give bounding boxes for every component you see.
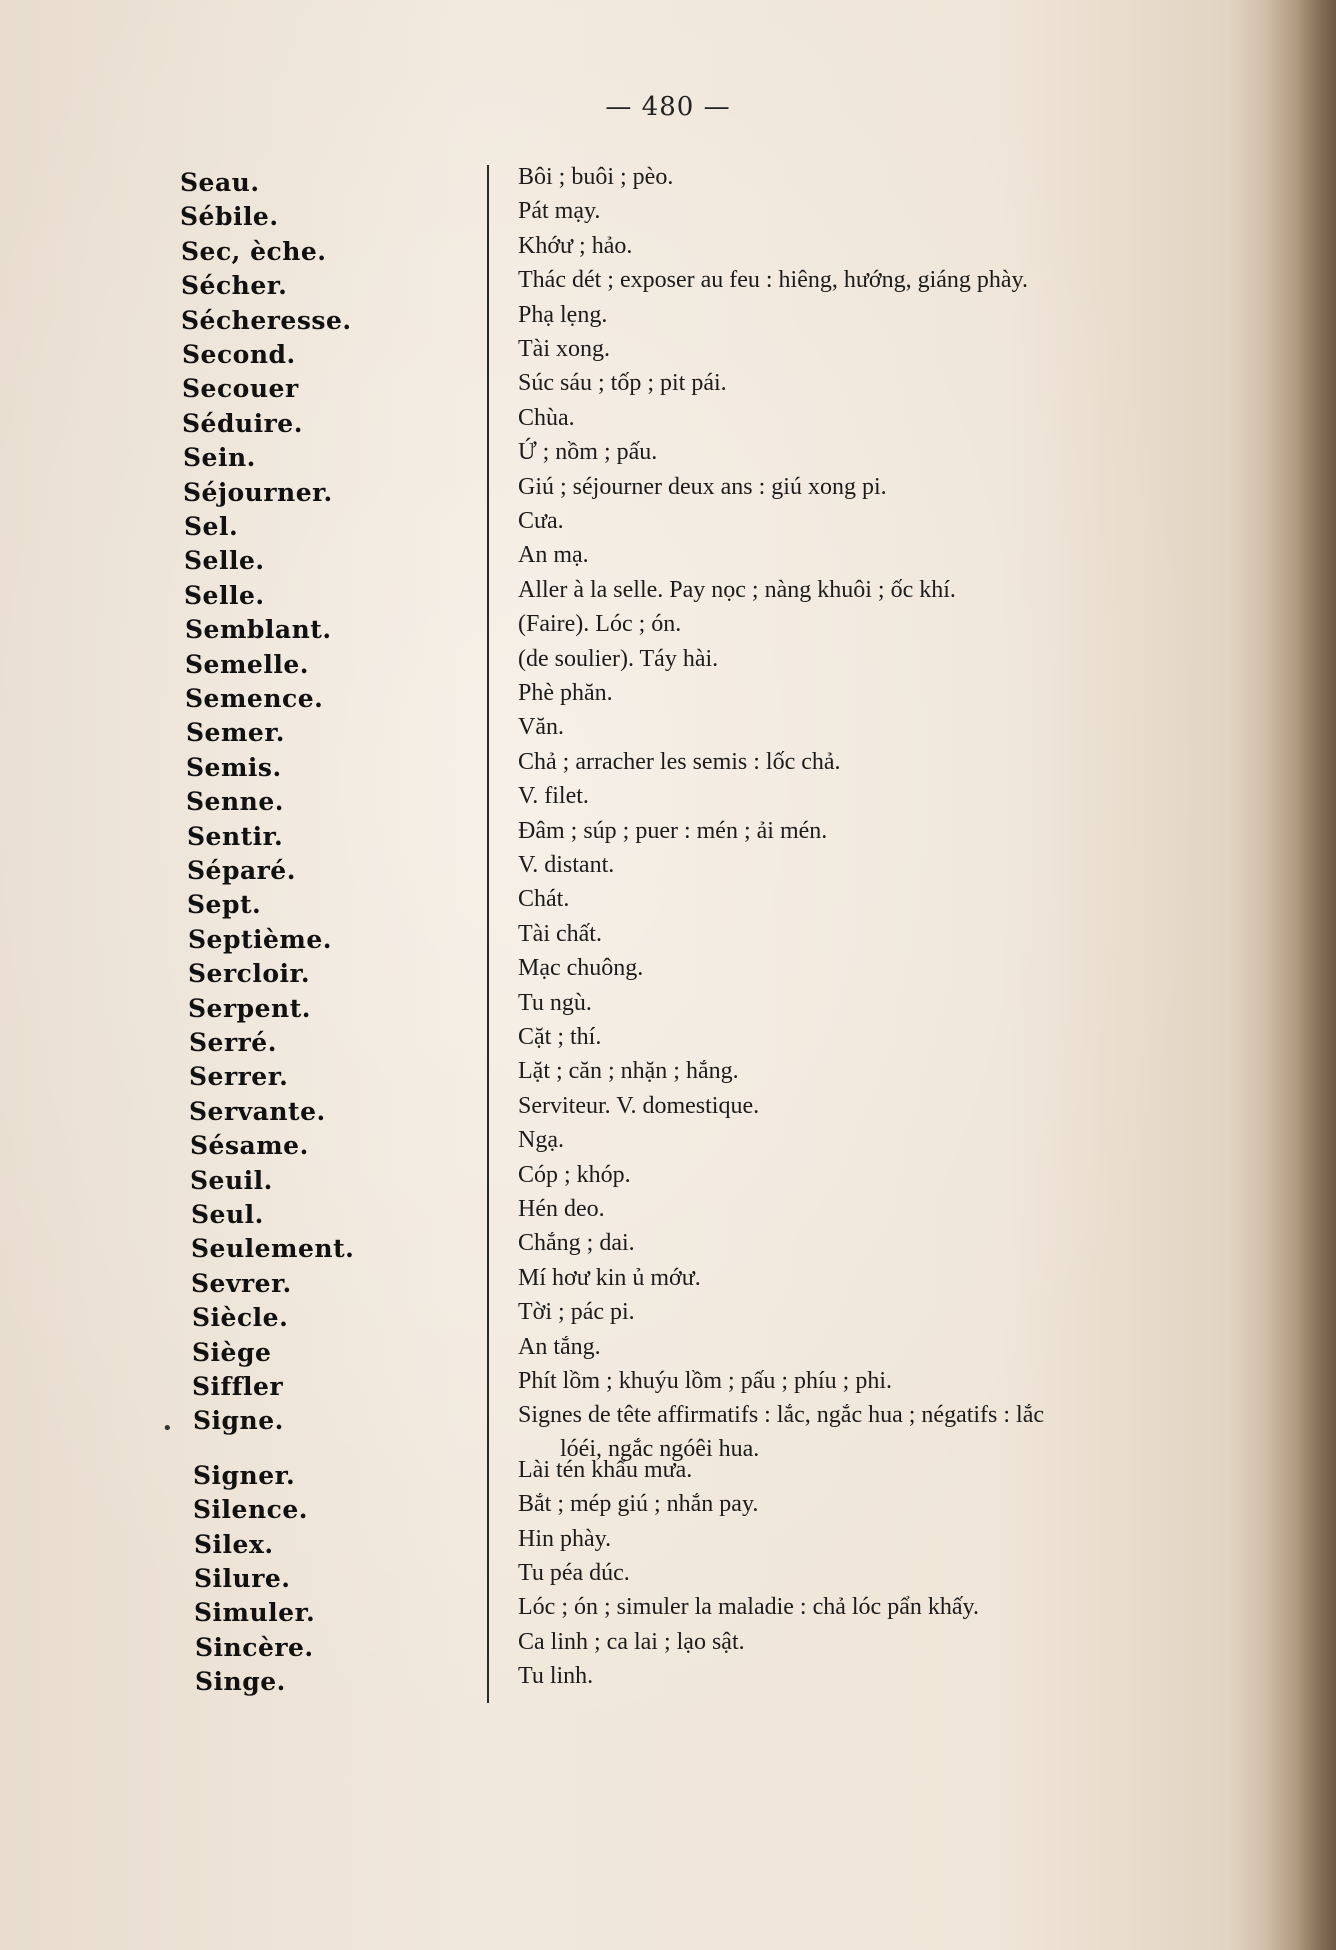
entry-headword: Sec, èche. xyxy=(181,237,327,266)
entry-headword: Signer. xyxy=(193,1461,296,1490)
entry-headword: Senne. xyxy=(186,787,284,816)
entry-headword: Sercloir. xyxy=(188,959,311,988)
entry-definition: An mạ. xyxy=(518,542,589,568)
entry-definition: Chùa. xyxy=(518,405,575,431)
entry-headword: Semblant. xyxy=(185,615,332,644)
entry-definition: Cặt ; thí. xyxy=(518,1024,602,1050)
entry-headword: Sept. xyxy=(187,890,262,919)
entry-headword: Sentir. xyxy=(187,822,284,851)
entry-definition: Phít lồm ; khuýu lồm ; pấu ; phíu ; phi. xyxy=(518,1368,893,1394)
entry-headword: Sincère. xyxy=(195,1633,314,1662)
entry-headword: Silence. xyxy=(193,1495,308,1524)
entry-definition: Chắng ; dai. xyxy=(518,1230,635,1256)
entry-headword: Simuler. xyxy=(194,1598,316,1627)
entry-headword: Sésame. xyxy=(190,1131,309,1160)
entry-headword: Semence. xyxy=(185,684,324,713)
entry-headword: Semelle. xyxy=(185,650,309,679)
entry-definition: Tời ; pác pi. xyxy=(518,1299,635,1325)
entry-definition: Lài tén khẩu mưa. xyxy=(518,1457,693,1483)
entry-definition: Văn. xyxy=(518,714,564,740)
entry-definition: Giú ; séjourner deux ans : giú xong pi. xyxy=(518,474,887,500)
entry-definition: Serviteur. V. domestique. xyxy=(518,1093,760,1119)
entry-definition: Tu linh. xyxy=(518,1663,594,1689)
entry-definition: Khớư ; hảo. xyxy=(518,233,633,259)
entry-headword: Sevrer. xyxy=(191,1269,292,1298)
entry-definition: (de soulier). Táy hài. xyxy=(518,646,719,672)
entry-definition: Bắt ; mép giú ; nhắn pay. xyxy=(518,1491,759,1517)
entry-headword: Semis. xyxy=(186,753,282,782)
entry-definition: An tắng. xyxy=(518,1334,601,1360)
entry-definition: Cưa. xyxy=(518,508,564,534)
entry-definition: Signes de tête affirmatifs : lắc, ngắc hua ; négatifs : lắc xyxy=(518,1402,1045,1428)
margin-mark: • xyxy=(162,1418,173,1439)
entry-definition: Tài xong. xyxy=(518,336,610,362)
entry-definition-continuation: lóéi, ngắc ngóêi hua. xyxy=(560,1436,760,1462)
entry-headword: Siècle. xyxy=(192,1303,289,1332)
entry-headword: Semer. xyxy=(186,718,285,747)
entry-headword: Sécher. xyxy=(181,271,288,300)
entry-headword: Secouer xyxy=(182,374,299,403)
entry-headword: Servante. xyxy=(189,1097,326,1126)
entry-definition: Tài chất. xyxy=(518,921,602,947)
entry-headword: Selle. xyxy=(184,546,265,575)
entry-headword: Sébile. xyxy=(180,202,279,231)
entry-definition: Phè phăn. xyxy=(518,680,613,706)
entry-headword: Serré. xyxy=(189,1028,277,1057)
entry-headword: Séduire. xyxy=(182,409,303,438)
entry-headword: Seulement. xyxy=(191,1234,355,1263)
entry-headword: Selle. xyxy=(184,581,265,610)
entry-definition: Chát. xyxy=(518,886,570,912)
entry-headword: Serpent. xyxy=(188,994,311,1023)
entry-headword: Singe. xyxy=(195,1667,286,1696)
entry-definition: Tu péa dúc. xyxy=(518,1560,630,1586)
entry-headword: Seuil. xyxy=(190,1166,273,1195)
entry-headword: Second. xyxy=(182,340,296,369)
entry-definition: Ứ ; nồm ; pấu. xyxy=(518,439,658,465)
entry-headword: Silex. xyxy=(194,1530,274,1559)
entry-definition: Thác dét ; exposer au feu : hiêng, hướng, giáng phày. xyxy=(518,267,1028,293)
entry-headword: Seau. xyxy=(180,168,260,197)
entry-headword: Silure. xyxy=(194,1564,291,1593)
entry-headword: Siège xyxy=(192,1338,272,1367)
entry-headword: Séjourner. xyxy=(183,478,333,507)
entry-headword: Siffler xyxy=(192,1372,284,1401)
entry-definition: Bôi ; buôi ; pèo. xyxy=(518,164,674,190)
entry-definition: Đâm ; súp ; puer : mén ; ải mén. xyxy=(518,818,828,844)
entry-headword: Serrer. xyxy=(189,1062,289,1091)
entry-definition: Hén deo. xyxy=(518,1196,605,1222)
entry-definition: Lặt ; căn ; nhặn ; hắng. xyxy=(518,1058,739,1084)
page-number: — 480 — xyxy=(605,92,731,122)
entry-definition: Cóp ; khóp. xyxy=(518,1162,631,1188)
entry-definition: Hin phày. xyxy=(518,1526,612,1552)
entry-definition: Tu ngù. xyxy=(518,990,592,1016)
entry-headword: Signe. xyxy=(193,1406,284,1435)
entry-definition: Súc sáu ; tốp ; pit pái. xyxy=(518,370,727,396)
entry-headword: Sein. xyxy=(183,443,256,472)
entry-headword: Sécheresse. xyxy=(181,306,352,335)
entry-definition: Mạc chuông. xyxy=(518,955,644,981)
entry-definition: Ca linh ; ca lai ; lạo sật. xyxy=(518,1629,745,1655)
entry-definition: Phạ lẹng. xyxy=(518,302,608,328)
entry-headword: Septième. xyxy=(188,925,332,954)
entry-definition: V. filet. xyxy=(518,783,589,809)
entry-definition: Chả ; arracher les semis : lốc chả. xyxy=(518,749,841,775)
entry-definition: Mí hơư kin ủ mớư. xyxy=(518,1265,701,1291)
entry-definition: Aller à la selle. Pay nọc ; nàng khuôi ; ốc khí. xyxy=(518,577,956,603)
entry-definition: Lóc ; ón ; simuler la maladie : chả lóc pẩn khấy. xyxy=(518,1594,979,1620)
entry-definition: V. distant. xyxy=(518,852,615,878)
entry-headword: Séparé. xyxy=(187,856,296,885)
entry-definition: Ngạ. xyxy=(518,1127,564,1153)
entry-headword: Sel. xyxy=(184,512,239,541)
entry-definition: (Faire). Lóc ; ón. xyxy=(518,611,682,637)
entry-headword: Seul. xyxy=(191,1200,264,1229)
entry-definition: Pát mạy. xyxy=(518,198,601,224)
